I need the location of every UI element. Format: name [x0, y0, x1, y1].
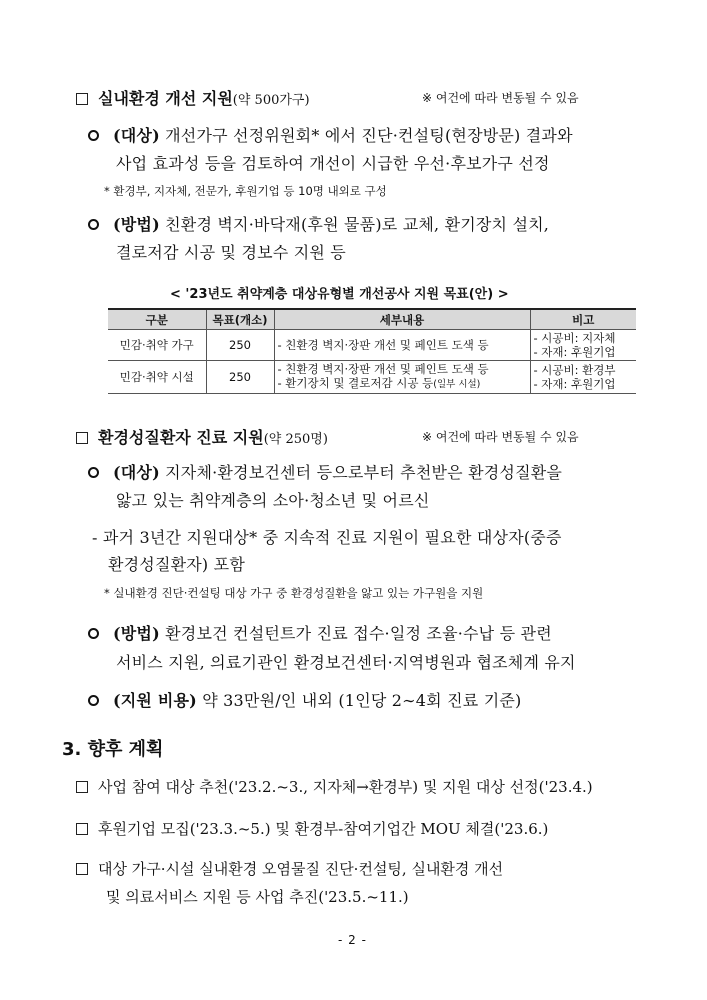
bullet-target-cont: 앓고 있는 취약계층의 소아·청소년 및 어르신	[116, 491, 430, 510]
bullet-target	[88, 460, 562, 483]
circle-bullet-icon	[88, 219, 99, 230]
bullet-label: (방법)	[113, 624, 160, 643]
table-caption: < '23년도 취약계층 대상유형별 개선공사 지원 목표(안) >	[170, 287, 509, 302]
detail-text: - 환기장치 및 결로저감 시공 등	[277, 376, 434, 390]
checkbox-square-icon	[76, 823, 88, 835]
section-title: 실내환경 개선 지원	[98, 89, 233, 108]
detail-line: - 친환경 벽지·장판 개선 및 페인트 도색 등	[277, 362, 489, 376]
dash-item-past-recipients: - 과거 3년간 지원대상* 중 지속적 진료 지원이 필요한 대상자(중증	[92, 528, 562, 547]
cell-target: 250	[206, 361, 274, 394]
plan-item-sponsor	[76, 818, 548, 839]
cell-category: 민감·취약 가구	[108, 330, 206, 361]
footnote-committee: * 환경부, 지자체, 전문가, 후원기업 등 10명 내외로 구성	[104, 184, 387, 198]
plan-item-text: 사업 참여 대상 추천('23.2.~3., 지자체→환경부) 및 지원 대상 선정('23.4.)	[98, 778, 593, 796]
checkbox-square-icon	[76, 863, 88, 875]
cell-detail	[274, 330, 530, 361]
cell-detail	[274, 361, 530, 394]
header-target: 목표(개소)	[206, 309, 274, 330]
checkbox-square-icon	[76, 432, 88, 444]
header-detail: 세부내용	[274, 309, 530, 330]
plan-item-execute-cont: 및 의료서비스 지원 등 사업 추진('23.5.~11.)	[106, 888, 409, 906]
section-heading-indoor-env	[76, 86, 310, 109]
bullet-method-cont: 결로저감 시공 및 경보수 지원 등	[116, 243, 346, 262]
section-heading-patient-care	[76, 425, 328, 448]
bullet-target-cont: 사업 효과성 등을 검토하여 개선이 시급한 우선·후보가구 선정	[116, 154, 550, 173]
bullet-label: (대상)	[113, 463, 160, 482]
plan-item-text: 대상 가구·시설 실내환경 오염물질 진단·컨설팅, 실내환경 개선	[98, 860, 504, 878]
header-category: 구분	[108, 309, 206, 330]
remark-line: - 자재: 후원기업	[533, 377, 616, 391]
plan-item-text: 후원기업 모집('23.3.~5.) 및 환경부-참여기업간 MOU 체결('23.6.)	[98, 820, 549, 838]
bullet-text: 친환경 벽지·바닥재(후원 물품)로 교체, 환기장치 설치,	[159, 215, 550, 234]
detail-line: - 친환경 벽지·장판 개선 및 페인트 도색 등	[277, 338, 489, 352]
remark-line: - 시공비: 환경부	[533, 363, 616, 377]
bullet-text: 약 33만원/인 내외 (1인당 2∼4회 진료 기준)	[196, 691, 522, 710]
cell-category: 민감·취약 시설	[108, 361, 206, 394]
bullet-text: 개선가구 선정위원회* 에서 진단·컨설팅(현장방문) 결과와	[159, 126, 573, 145]
checkbox-square-icon	[76, 781, 88, 793]
bullet-method-cont: 서비스 지원, 의료기관인 환경보건센터·지역병원과 협조체계 유지	[116, 653, 576, 672]
circle-bullet-icon	[88, 628, 99, 639]
bullet-cost	[88, 688, 521, 711]
cell-remark	[530, 330, 636, 361]
bullet-label: (방법)	[113, 215, 160, 234]
plan-item-execute	[76, 858, 503, 879]
cell-remark	[530, 361, 636, 394]
bullet-label: (대상)	[113, 126, 160, 145]
cell-target: 250	[206, 330, 274, 361]
variation-note: ※ 여건에 따라 변동될 수 있음	[422, 430, 579, 444]
table-row	[108, 330, 636, 361]
checkbox-square-icon	[76, 93, 88, 105]
detail-line	[278, 376, 527, 392]
circle-bullet-icon	[88, 130, 99, 141]
plan-heading: 3. 향후 계획	[62, 739, 164, 760]
footnote-support: * 실내환경 진단·컨설팅 대상 가구 중 환경성질환을 앓고 있는 가구원을 지원	[104, 586, 484, 600]
remark-line: - 시공비: 지자체	[533, 331, 616, 345]
dash-item-cont: 환경성질환자) 포함	[108, 555, 245, 574]
header-remark: 비고	[530, 309, 636, 330]
section-subtitle: (약 250명)	[263, 432, 328, 447]
section-subtitle: (약 500가구)	[232, 93, 310, 108]
page-number: - 2 -	[338, 933, 367, 947]
plan-item-recommend	[76, 776, 593, 797]
table-row	[108, 361, 636, 394]
table-header-row	[108, 309, 636, 330]
detail-small-text: (일부 시설)	[433, 379, 481, 390]
circle-bullet-icon	[88, 467, 99, 478]
circle-bullet-icon	[88, 695, 99, 706]
section-title: 환경성질환자 진료 지원	[98, 428, 264, 447]
bullet-text: 환경보건 컨설턴트가 진료 접수·일정 조율·수납 등 관련	[159, 624, 552, 643]
support-target-table	[108, 308, 636, 394]
bullet-method	[88, 212, 549, 235]
variation-note: ※ 여건에 따라 변동될 수 있음	[422, 91, 579, 105]
bullet-label: (지원 비용)	[113, 691, 197, 710]
remark-line: - 자재: 후원기업	[533, 345, 616, 359]
bullet-method	[88, 621, 552, 644]
bullet-text: 지자체·환경보건센터 등으로부터 추천받은 환경성질환을	[159, 463, 563, 482]
bullet-target	[88, 123, 573, 146]
